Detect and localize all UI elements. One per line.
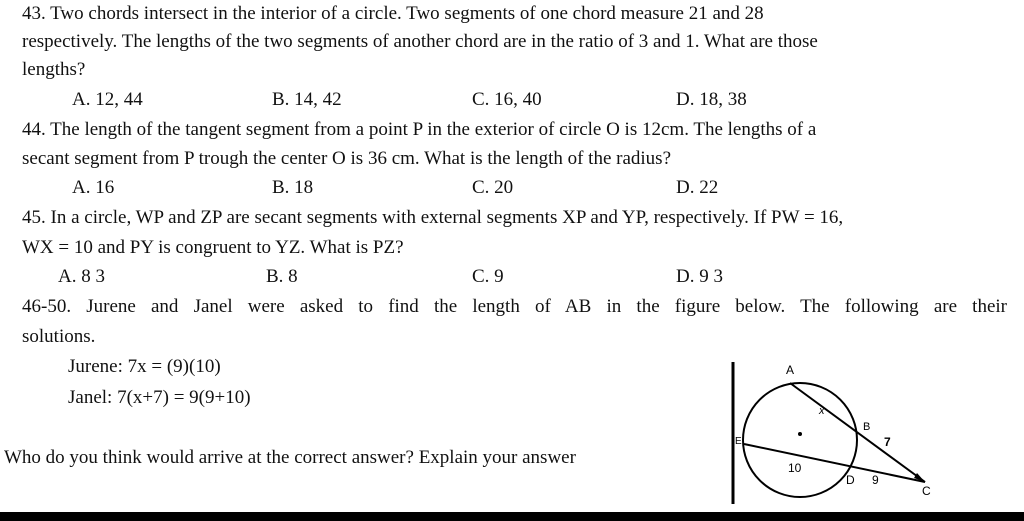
- figure-label-b: B: [863, 421, 871, 433]
- q43-option-b: B. 14, 42: [272, 89, 342, 110]
- q43-line-1: 43. Two chords intersect in the interior of a circle. Two segments of one chord measure 21 and 28: [22, 3, 764, 24]
- q44-option-a: A. 16: [72, 177, 115, 198]
- q43-option-c: C. 16, 40: [472, 89, 542, 110]
- janel-solution: Janel: 7(x+7) = 9(9+10): [68, 387, 251, 408]
- q43-option-a: A. 12, 44: [72, 89, 143, 110]
- jurene-solution: Jurene: 7x = (9)(10): [68, 356, 221, 377]
- q44-line-1: 44. The length of the tangent segment from a point P in the exterior of circle O is 12cm. The lengths of a: [22, 119, 817, 140]
- bottom-border: [0, 512, 1024, 521]
- figure-label-10: 10: [788, 461, 802, 475]
- figure-circle: [743, 383, 857, 497]
- q44-line-2: secant segment from P trough the center O is 36 cm. What is the length of the radius?: [22, 148, 671, 169]
- q45-option-a: A. 8 3: [58, 266, 105, 287]
- figure-label-x: x: [819, 405, 825, 417]
- q44-option-b: B. 18: [272, 177, 314, 198]
- figure-label-c: C: [922, 484, 931, 498]
- q44-option-d: D. 22: [676, 177, 719, 198]
- figure-label-a: A: [786, 363, 795, 377]
- secant-figure: [720, 352, 940, 512]
- q43-line-2: respectively. The lengths of the two segments of another chord are in the ratio of 3 and 1. What are those: [22, 31, 818, 52]
- q45-line-1: 45. In a circle, WP and ZP are secant segments with external segments XP and YP, respectively. If PW = 16,: [22, 207, 844, 228]
- figure-label-d: D: [846, 473, 855, 487]
- q45-line-2: WX = 10 and PY is congruent to YZ. What is PZ?: [22, 237, 404, 258]
- figure-label-9: 9: [872, 473, 879, 487]
- q43-line-3: lengths?: [22, 59, 86, 80]
- figure-center-dot: [798, 432, 802, 436]
- q43-option-d: D. 18, 38: [676, 89, 747, 110]
- q46-prompt: Who do you think would arrive at the correct answer? Explain your answer: [4, 447, 576, 468]
- q46-line-2: solutions.: [22, 326, 96, 347]
- q45-option-c: C. 9: [472, 266, 504, 287]
- q45-option-b: B. 8: [266, 266, 298, 287]
- figure-label-e: E: [735, 436, 742, 447]
- figure-label-7: 7: [884, 435, 891, 449]
- q46-line-1: 46-50. Jurene and Janel were asked to find the length of AB in the figure below. The following are their: [22, 296, 1007, 317]
- q44-option-c: C. 20: [472, 177, 514, 198]
- q45-option-d: D. 9 3: [676, 266, 723, 287]
